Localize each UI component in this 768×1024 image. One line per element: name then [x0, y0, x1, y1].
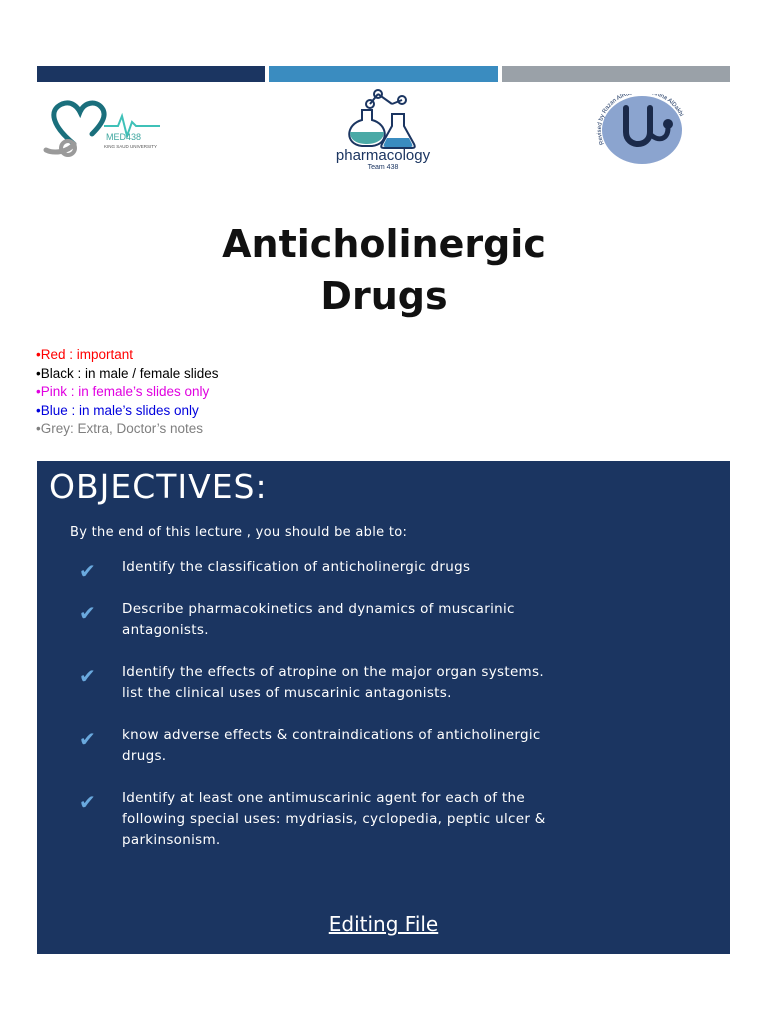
checkmark-icon: ✔ [79, 664, 97, 688]
checkmark-icon: ✔ [79, 790, 97, 814]
pharmacology-logo [300, 86, 466, 172]
color-legend [36, 346, 219, 439]
objective-item: ✔ Identify the effects of atropine on the major organ systems. list the clinical uses of muscarinic antagonists. [79, 664, 544, 701]
objectives-panel [37, 461, 730, 954]
legend-grey: •Grey: Extra, Doctor’s notes [36, 421, 204, 436]
legend-pink: •Pink : in female’s slides only [36, 384, 210, 399]
header-bar-grey [502, 66, 730, 82]
team-label: Team 438 [367, 164, 399, 171]
med438-sublabel: KING SAUD UNIVERSITY [104, 144, 158, 149]
flasks-icon [300, 86, 466, 172]
header-color-bars [37, 66, 730, 82]
objectives-list [77, 557, 697, 872]
legend-blue: •Blue : in male’s slides only [36, 402, 199, 418]
pharmacology-label: pharmacology [335, 147, 431, 164]
med438-label: MED438 [106, 132, 142, 142]
page-title [0, 218, 768, 322]
title-line-2: Drugs [320, 274, 448, 318]
stethoscope-badge-icon [590, 94, 694, 166]
title-line-1: Anticholinergic [222, 222, 546, 266]
editing-file-link[interactable]: Editing File [328, 912, 439, 936]
checkmark-icon: ✔ [79, 601, 97, 625]
header-bar-blue [269, 66, 497, 82]
med438-logo [34, 96, 164, 160]
objectives-intro: By the end of this lecture , you should be able to: [70, 525, 408, 540]
objective-item: ✔ know adverse effects & contraindications of anticholinergic drugs. [79, 727, 541, 764]
legend-black: •Black : in male / female slides [36, 365, 219, 381]
header-bar-navy [37, 66, 265, 82]
checkmark-icon: ✔ [79, 559, 97, 583]
revised-by-text: Revised by Razan AlRa hina AlDakhi [596, 94, 684, 146]
objective-item: ✔ Identify the classification of anticholinergic drugs [79, 559, 471, 583]
checkmark-icon: ✔ [79, 727, 97, 751]
objective-item: ✔ Identify at least one antimuscarinic agent for each of the following special uses: mydriasis, cyclopedia, peptic ulcer & parkinsonism. [79, 790, 546, 848]
objectives-heading: OBJECTIVES: [49, 467, 268, 506]
legend-red: •Red : important [36, 347, 134, 362]
revised-by-logo [590, 94, 694, 166]
heart-stethoscope-icon [34, 96, 164, 160]
objective-item: ✔ Describe pharmacokinetics and dynamics of muscarinic antagonists. [79, 601, 515, 638]
